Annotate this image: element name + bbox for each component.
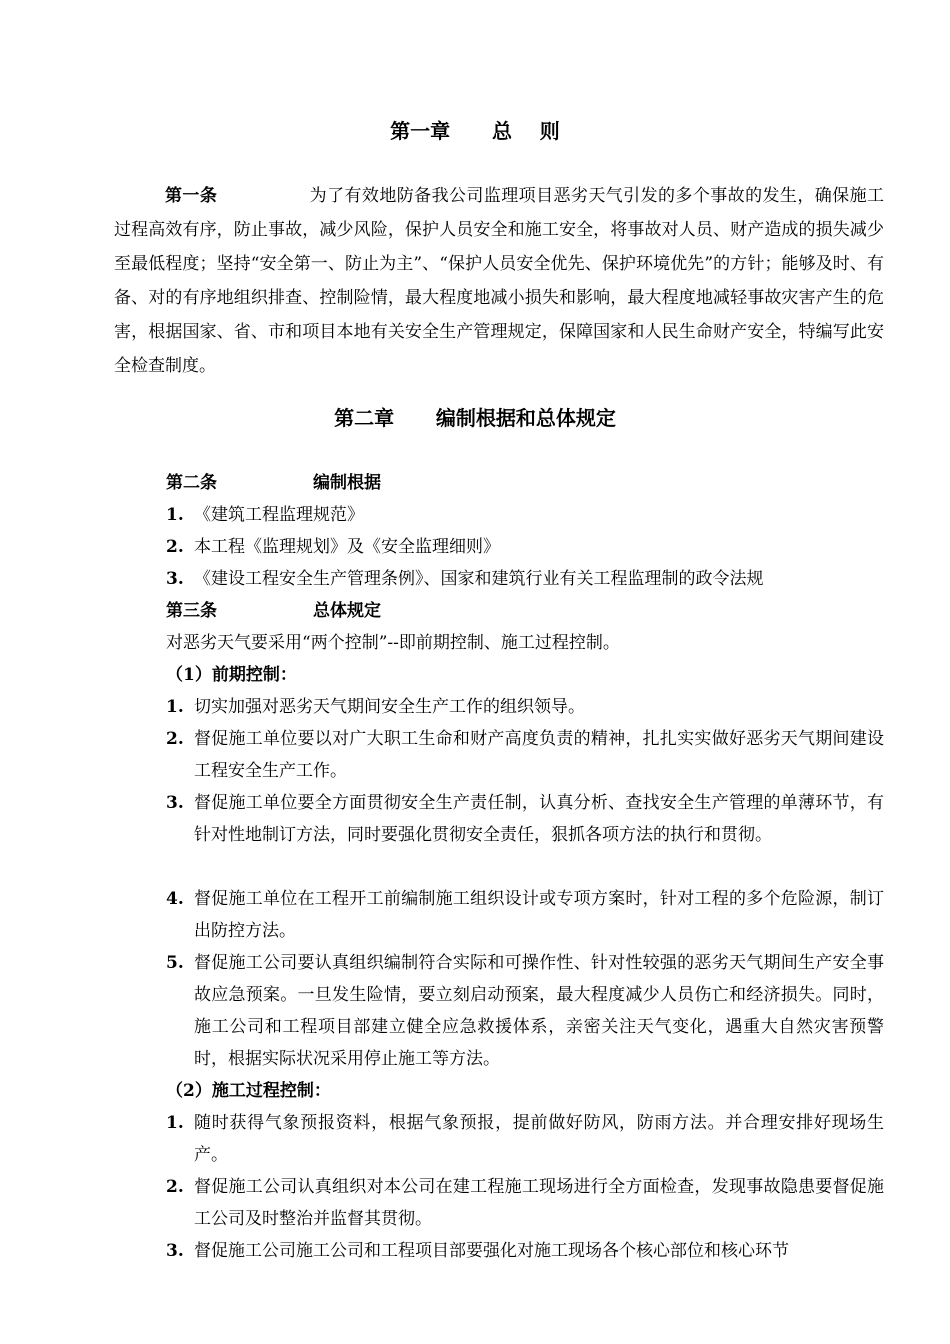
item-number: 3. (166, 793, 184, 813)
item-text: 随时获得气象预报资料，根据气象预报，提前做好防风，防雨方法。并合理安排好现场生产。 (194, 1113, 884, 1165)
subsection-2-item (166, 1171, 884, 1235)
item-number: 2. (166, 1177, 184, 1197)
chapter-1-title: 第一章 总 则 (390, 119, 560, 143)
article-2-item (166, 531, 884, 563)
item-number: 5. (166, 953, 184, 973)
item-text: 督促施工公司要认真组织编制符合实际和可操作性、针对性较强的恶劣天气期间生产安全事故应急预案。一旦发生险情，要立刻启动预案，最大程度减少人员伤亡和经济损失。同时，施工公司和工程项目部建立健全应急救援体系，亲密关注天气变化，遇重大自然灾害预警时，根据实际状况采用停止施工等方法。 (194, 953, 884, 1069)
article-3-label: 第三条 (166, 601, 217, 621)
article-2-heading (166, 467, 886, 499)
item-number: 2. (166, 537, 184, 557)
item-text: 督促施工单位在工程开工前编制施工组织设计或专项方案时，针对工程的多个危险源，制订出防控方法。 (194, 889, 884, 941)
subsection-1-item (166, 691, 884, 723)
article-3-heading (166, 595, 886, 627)
item-text: 切实加强对恶劣天气期间安全生产工作的组织领导。 (194, 697, 585, 717)
item-number: 2. (166, 729, 184, 749)
article-3-intro: 对恶劣天气要采用“两个控制”--即前期控制、施工过程控制。 (166, 633, 620, 653)
item-number: 1. (166, 1113, 184, 1133)
article-2-title: 编制根据 (313, 473, 381, 493)
subsection-1-item (166, 787, 884, 851)
article-2-label: 第二条 (166, 473, 217, 493)
article-1-label: 第一条 (165, 186, 218, 206)
subsection-1-title: （1）前期控制： (166, 665, 297, 685)
subsection-2-item (166, 1235, 884, 1267)
item-number: 4. (166, 889, 184, 909)
article-1 (114, 179, 884, 383)
item-number: 3. (166, 1241, 184, 1261)
item-text: 督促施工单位要以对广大职工生命和财产高度负责的精神，扎扎实实做好恶劣天气期间建设工程安全生产工作。 (194, 729, 884, 781)
item-text: 督促施工单位要全方面贯彻安全生产责任制，认真分析、查找安全生产管理的单薄环节，有针对性地制订方法，同时要强化贯彻安全责任，狠抓各项方法的执行和贯彻。 (194, 793, 884, 845)
item-text: 本工程《监理规划》及《安全监理细则》 (194, 537, 500, 557)
item-text: 督促施工公司施工公司和工程项目部要强化对施工现场各个核心部位和核心环节 (194, 1241, 789, 1261)
item-number: 1. (166, 505, 184, 525)
item-text: 督促施工公司认真组织对本公司在建工程施工现场进行全方面检查，发现事故隐患要督促施工公司及时整治并监督其贯彻。 (194, 1177, 884, 1229)
item-number: 3. (166, 569, 184, 589)
item-text: 《建设工程安全生产管理条例》、国家和建筑行业有关工程监理制的政令法规 (194, 569, 764, 589)
article-2-item (166, 563, 884, 595)
subsection-1-item (166, 883, 884, 947)
article-2-item (166, 499, 884, 531)
subsection-1-item (166, 723, 884, 787)
article-3-title: 总体规定 (313, 601, 381, 621)
chapter-2-title: 第二章 编制根据和总体规定 (334, 406, 616, 430)
subsection-1-item (166, 947, 884, 1075)
item-text: 《建筑工程监理规范》 (194, 505, 364, 525)
article-1-text: 为了有效地防备我公司监理项目恶劣天气引发的多个事故的发生，确保施工过程高效有序，防止事故，减少风险，保护人员安全和施工安全，将事故对人员、财产造成的损失减少至最低程度；坚持“安全第一、防止为主”、“保护人员安全优先、保护环境优先”的方针；能够及时、有备、对的有序地组织排查、控制险情，最大程度地减小损失和影响，最大程度地减轻事故灾害产生的危害，根据国家、省、市和项目本地有关安全生产管理规定，保障国家和人民生命财产安全，特编写此安全检查制度。 (114, 186, 884, 376)
subsection-2-title: （2）施工过程控制： (166, 1081, 331, 1101)
item-number: 1. (166, 697, 184, 717)
subsection-2-item (166, 1107, 884, 1171)
